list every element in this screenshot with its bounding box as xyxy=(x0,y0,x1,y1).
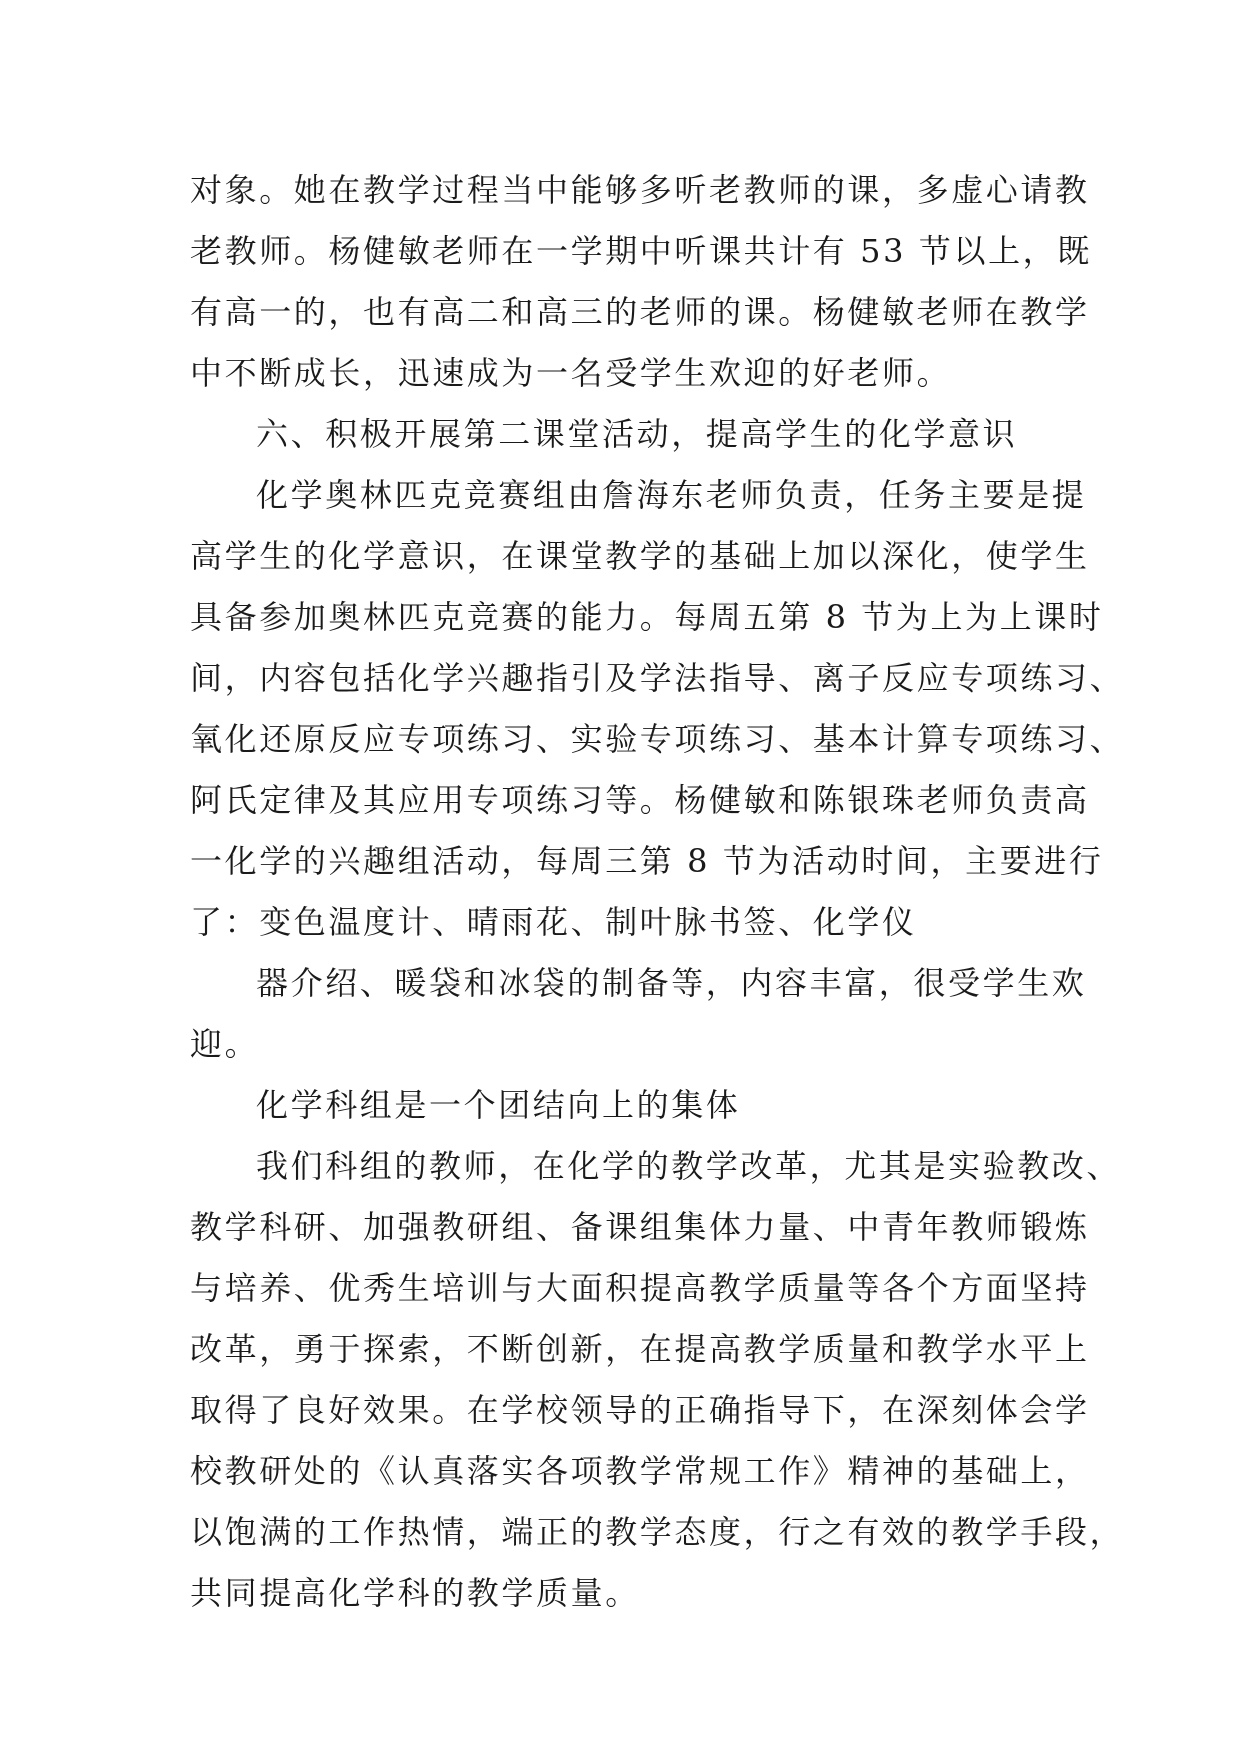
paragraph-p1 xyxy=(190,160,1092,404)
document-body xyxy=(190,160,1125,1624)
paragraph-p2 xyxy=(190,404,1070,465)
text-line: 具备参加奥林匹克竞赛的能力。每周五第 8 节为上为上课时 xyxy=(190,598,1104,636)
text-line: 校教研处的《认真落实各项教学常规工作》精神的基础上， xyxy=(190,1452,1090,1490)
text-line: 与培养、优秀生培训与大面积提高教学质量等各个方面坚持 xyxy=(190,1269,1090,1307)
text-line: 有高一的，也有高二和高三的老师的课。杨健敏老师在教学 xyxy=(190,293,1090,331)
text-line: 中不断成长，迅速成为一名受学生欢迎的好老师。 xyxy=(190,354,952,392)
text-line: 我们科组的教师，在化学的教学改革，尤其是实验教改、 xyxy=(256,1147,1122,1185)
text-line: 对象。她在教学过程当中能够多听老教师的课，多虚心请教 xyxy=(190,171,1090,209)
text-line: 改革，勇于探索，不断创新，在提高教学质量和教学水平上 xyxy=(190,1330,1090,1368)
text-line: 高学生的化学意识，在课堂教学的基础上加以深化，使学生 xyxy=(190,537,1090,575)
paragraph-p4 xyxy=(190,953,1087,1075)
text-line: 了：变色温度计、晴雨花、制叶脉书签、化学仪 xyxy=(190,903,917,941)
text-line: 阿氏定律及其应用专项练习等。杨健敏和陈银珠老师负责高 xyxy=(190,781,1090,819)
text-line: 迎。 xyxy=(190,1025,260,1063)
paragraph-p3 xyxy=(190,465,1125,953)
text-line: 共同提高化学科的教学质量。 xyxy=(190,1574,640,1612)
text-line: 取得了良好效果。在学校领导的正确指导下，在深刻体会学 xyxy=(190,1391,1090,1429)
text-line: 间，内容包括化学兴趣指引及学法指导、离子反应专项练习、 xyxy=(190,659,1125,697)
text-line: 器介绍、暖袋和冰袋的制备等，内容丰富，很受学生欢 xyxy=(256,964,1087,1002)
paragraph-p5 xyxy=(190,1075,1070,1136)
text-line: 化学科组是一个团结向上的集体 xyxy=(256,1086,741,1124)
text-line: 六、积极开展第二课堂活动，提高学生的化学意识 xyxy=(256,415,1018,453)
text-line: 教学科研、加强教研组、备课组集体力量、中青年教师锻炼 xyxy=(190,1208,1090,1246)
text-line: 化学奥林匹克竞赛组由詹海东老师负责，任务主要是提 xyxy=(256,476,1087,514)
text-line: 氧化还原反应专项练习、实验专项练习、基本计算专项练习、 xyxy=(190,720,1125,758)
text-line: 以饱满的工作热情，端正的教学态度，行之有效的教学手段， xyxy=(190,1513,1125,1551)
text-line: 老教师。杨健敏老师在一学期中听课共计有 53 节以上，既 xyxy=(190,232,1092,270)
text-line: 一化学的兴趣组活动，每周三第 8 节为活动时间，主要进行 xyxy=(190,842,1104,880)
paragraph-p6 xyxy=(190,1136,1125,1624)
